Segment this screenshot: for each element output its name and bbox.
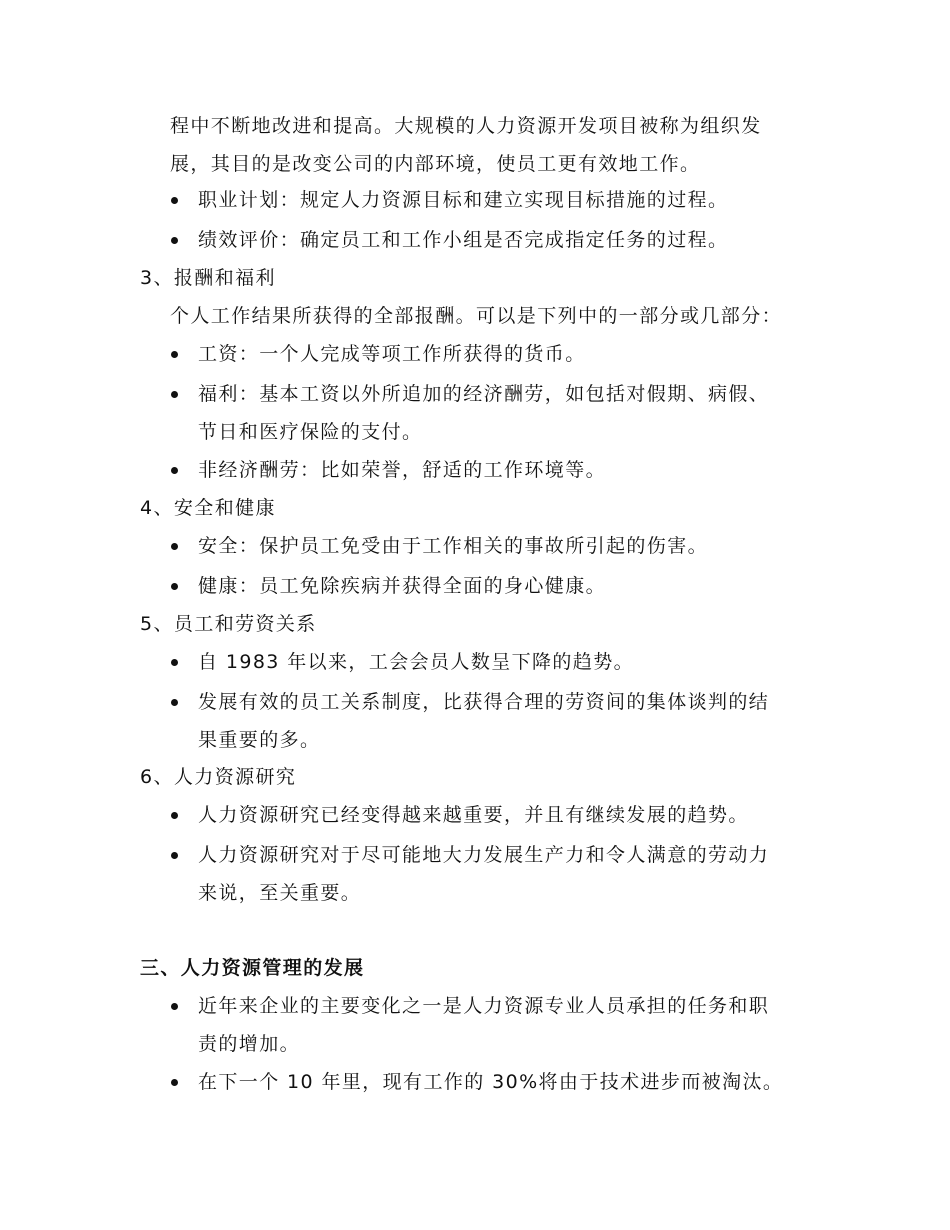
list-item-continuation: 来说，至关重要。 [198,882,362,904]
list-item: 非经济酬劳：比如荣誉，舒适的工作环境等。 [198,459,607,481]
bullet-icon [171,197,178,204]
list-item-continuation: 果重要的多。 [198,729,321,751]
bullet-icon [171,812,178,819]
section-heading: 6、人力资源研究 [140,766,297,788]
list-item: 近年来企业的主要变化之一是人力资源专业人员承担的任务和职 [198,995,770,1017]
paragraph-line: 程中不断地改进和提高。大规模的人力资源开发项目被称为组织发 [170,115,762,137]
list-item: 人力资源研究对于尽可能地大力发展生产力和令人满意的劳动力 [198,844,770,866]
list-item-continuation: 节日和医疗保险的支付。 [198,421,423,443]
list-item: 人力资源研究已经变得越来越重要，并且有继续发展的趋势。 [198,804,749,826]
bullet-icon [171,852,178,859]
list-item: 工资：一个人完成等项工作所获得的货币。 [198,343,586,365]
list-item: 自 1983 年以来，工会会员人数呈下降的趋势。 [198,651,635,673]
bullet-icon [171,699,178,706]
bullet-icon [171,1003,178,1010]
bullet-icon [171,351,178,358]
bullet-icon [171,659,178,666]
part-heading: 三、人力资源管理的发展 [140,957,365,979]
list-item: 职业计划：规定人力资源目标和建立实现目标措施的过程。 [198,189,729,211]
section-heading: 4、安全和健康 [140,497,276,519]
list-item-continuation: 责的增加。 [198,1033,301,1055]
list-item: 安全：保护员工免受由于工作相关的事故所引起的伤害。 [198,535,709,557]
list-item: 健康：员工免除疾病并获得全面的身心健康。 [198,575,607,597]
list-item: 在下一个 10 年里，现有工作的 30%将由于技术进步而被淘汰。 [198,1071,784,1093]
paragraph-line: 个人工作结果所获得的全部报酬。可以是下列中的一部分或几部分： [170,305,783,327]
bullet-icon [171,467,178,474]
list-item: 绩效评价：确定员工和工作小组是否完成指定任务的过程。 [198,229,729,251]
list-item: 福利：基本工资以外所追加的经济酬劳，如包括对假期、病假、 [198,383,770,405]
paragraph-line: 展，其目的是改变公司的内部环境，使员工更有效地工作。 [170,153,701,175]
list-item: 发展有效的员工关系制度，比获得合理的劳资间的集体谈判的结 [198,691,770,713]
section-heading: 3、报酬和福利 [140,267,276,289]
section-heading: 5、员工和劳资关系 [140,613,317,635]
bullet-icon [171,237,178,244]
bullet-icon [171,583,178,590]
bullet-icon [171,1079,178,1086]
bullet-icon [171,391,178,398]
bullet-icon [171,543,178,550]
